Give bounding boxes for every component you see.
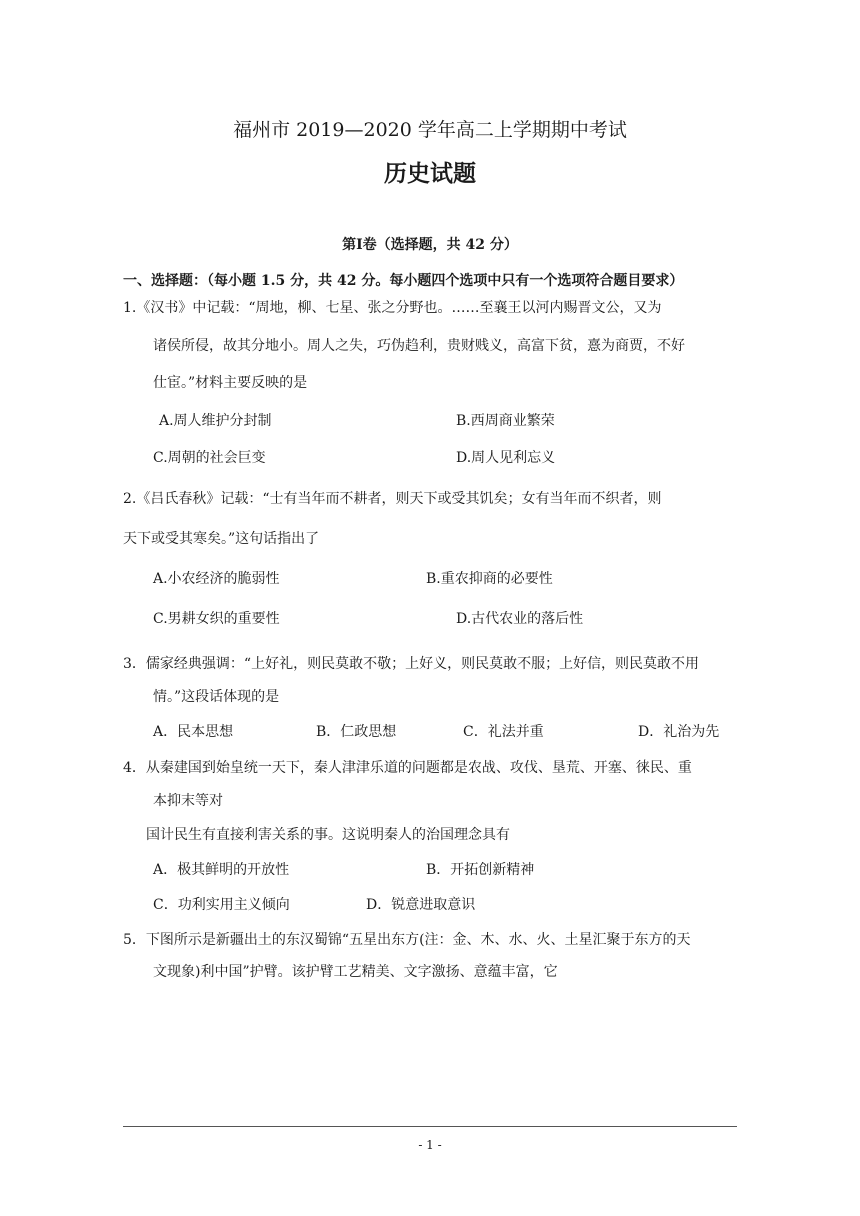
question-4-line-2: 本抑末等对 <box>153 793 223 809</box>
instructions-label: 一、选择题： <box>123 273 207 289</box>
page-number: - 1 - <box>418 1138 442 1152</box>
instructions-line <box>123 271 683 291</box>
question-2-option-d[interactable]: D.古代农业的落后性 <box>456 611 584 627</box>
question-4-option-d[interactable]: D．锐意进取意识 <box>366 897 476 913</box>
question-3-option-d[interactable]: D．礼治为先 <box>638 724 720 740</box>
footer-divider <box>123 1126 737 1127</box>
question-1-option-a[interactable]: A.周人维护分封制 <box>159 413 272 429</box>
question-4-line-3: 国计民生有直接利害关系的事。这说明秦人的治国理念具有 <box>146 827 510 843</box>
question-5-line-2: 文现象)利中国”护臂。该护臂工艺精美、文字激扬、意蕴丰富，它 <box>153 964 558 980</box>
question-3-line-1: 3．儒家经典强调：“上好礼，则民莫敢不敬；上好义，则民莫敢不服；上好信，则民莫敢不用 <box>123 656 700 672</box>
question-1-option-d[interactable]: D.周人见利忘义 <box>456 450 556 466</box>
exam-subject-title: 历史试题 <box>384 160 476 187</box>
question-3-option-b[interactable]: B．仁政思想 <box>316 724 397 740</box>
question-4-line-1: 4．从秦建国到始皇统一天下，秦人津津乐道的问题都是农战、攻伐、垦荒、开塞、徕民、重 <box>123 760 692 776</box>
question-3-option-a[interactable]: A．民本思想 <box>153 724 234 740</box>
question-4-option-a[interactable]: A．极其鲜明的开放性 <box>153 862 290 878</box>
question-5-line-1: 5．下图所示是新疆出土的东汉蜀锦“五星出东方(注：金、木、水、火、土星汇聚于东方的天 <box>123 932 691 948</box>
question-2-option-c[interactable]: C.男耕女织的重要性 <box>153 611 280 627</box>
question-2-line-1: 2.《吕氏春秋》记载：“士有当年而不耕者，则天下或受其饥矣；女有当年而不织者，则 <box>123 491 662 507</box>
section-heading: 第Ⅰ卷（选择题，共 42 分） <box>342 237 518 253</box>
question-3-option-c[interactable]: C．礼法并重 <box>463 724 544 740</box>
instructions-text: （每小题 1.5 分，共 42 分。每小题四个选项中只有一个选项符合题目要求） <box>207 273 684 289</box>
question-1-line-3: 仕宦。”材料主要反映的是 <box>153 375 308 391</box>
question-1-line-1: 1.《汉书》中记载：“周地，柳、七星、张之分野也。……至襄王以河内赐晋文公，又为 <box>123 300 662 316</box>
exam-title: 福州市 2019—2020 学年高二上学期期中考试 <box>233 119 627 141</box>
question-1-line-2: 诸侯所侵，故其分地小。周人之失，巧伪趋利，贵财贱义，高富下贫，憙为商贾，不好 <box>153 338 685 354</box>
question-2-line-2: 天下或受其寒矣。”这句话指出了 <box>123 531 320 547</box>
question-1-option-c[interactable]: C.周朝的社会巨变 <box>153 450 266 466</box>
question-3-line-2: 情。”这段话体现的是 <box>153 689 280 705</box>
question-4-option-b[interactable]: B．开拓创新精神 <box>426 862 535 878</box>
question-2-option-a[interactable]: A.小农经济的脆弱性 <box>153 571 280 587</box>
question-4-option-c[interactable]: C．功利实用主义倾向 <box>153 897 290 913</box>
question-2-option-b[interactable]: B.重农抑商的必要性 <box>426 571 553 587</box>
question-1-option-b[interactable]: B.西周商业繁荣 <box>456 413 555 429</box>
